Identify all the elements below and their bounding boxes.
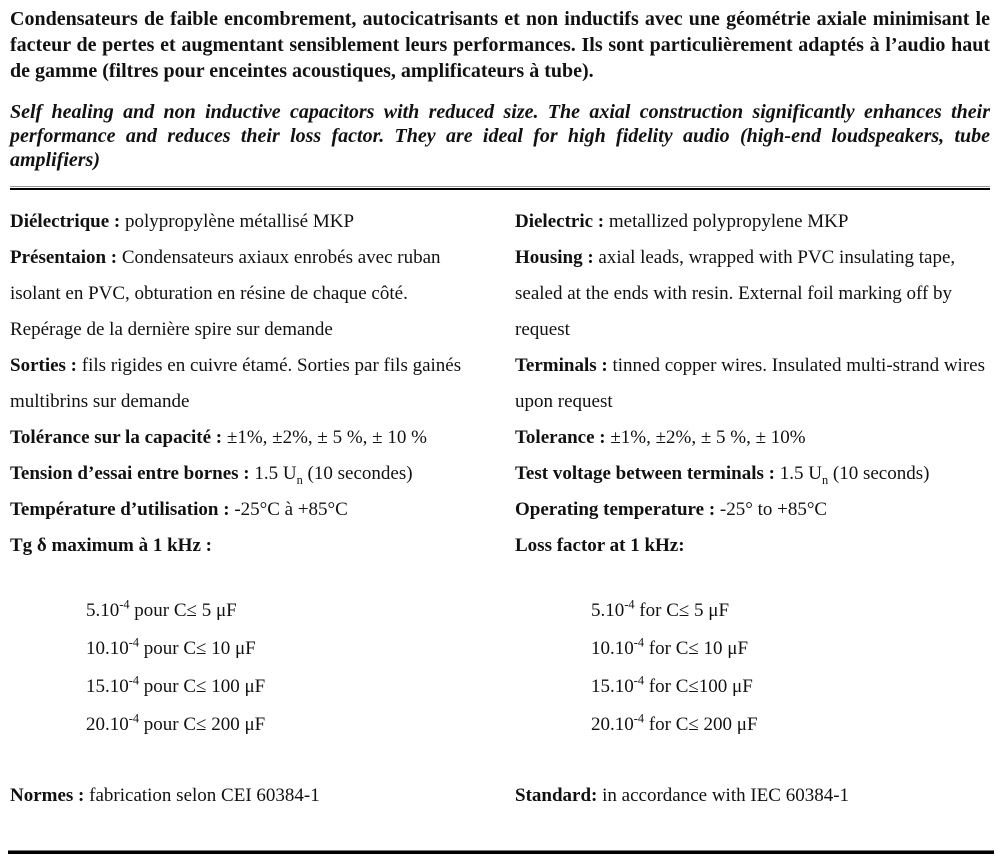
loss-condition: pour C≤ 100 μF bbox=[139, 676, 266, 697]
spec-loss-heading-en bbox=[515, 528, 990, 564]
spec-dielectrique bbox=[10, 204, 465, 240]
loss-coef: 5.10 bbox=[86, 600, 120, 621]
spec-value: ±1%, ±2%, ± 5 %, ± 10 % bbox=[222, 427, 427, 448]
superscript-exp: -4 bbox=[624, 597, 635, 612]
spec-value: -25°C à +85°C bbox=[229, 499, 348, 520]
superscript-exp: -4 bbox=[633, 673, 645, 688]
spec-tolerance-en bbox=[515, 420, 990, 456]
spec-label: Tolérance sur la capacité : bbox=[10, 427, 223, 448]
intro-paragraph-french: Condensateurs de faible encombrement, autocicatrisants et non inductifs avec une géométrie axiale minimisant le facteur de pertes et augmentant sensiblement leurs performances. Ils sont particulièrement adaptés à l’audio haut de gamme (filtres pour enceintes acoustiques, amplificateurs à tube). bbox=[10, 8, 990, 82]
spec-label: Terminals : bbox=[515, 355, 608, 376]
superscript-exp: -4 bbox=[119, 597, 130, 612]
spec-value: tinned copper wires. Insulated multi-strand wires upon request bbox=[515, 355, 985, 412]
spec-terminals bbox=[515, 348, 990, 420]
loss-item bbox=[86, 668, 465, 706]
spec-label: Dielectric : bbox=[515, 211, 605, 232]
spec-column-french bbox=[10, 204, 465, 814]
spec-tolerance-fr bbox=[10, 420, 465, 456]
spec-loss-heading-fr bbox=[10, 528, 465, 564]
bottom-border-rule bbox=[8, 850, 994, 854]
spec-tension-essai bbox=[10, 456, 465, 492]
spec-value: ±1%, ±2%, ± 5 %, ± 10% bbox=[605, 427, 806, 448]
superscript-exp: -4 bbox=[128, 711, 140, 726]
spec-dielectric bbox=[515, 204, 990, 240]
spec-label: Normes : bbox=[10, 785, 85, 806]
spec-temperature-fr bbox=[10, 492, 465, 528]
subscript-n: n bbox=[296, 472, 303, 487]
spec-label: Sorties : bbox=[10, 355, 78, 376]
spec-value: 1.5 U bbox=[249, 463, 297, 484]
spec-label: Présentaion : bbox=[10, 247, 118, 268]
spec-value: (10 secondes) bbox=[302, 463, 413, 484]
spec-value: fils rigides en cuivre étamé. Sorties par fils gainés multibrins sur demande bbox=[10, 355, 462, 412]
superscript-exp: -4 bbox=[633, 635, 645, 650]
loss-condition: pour C≤ 200 μF bbox=[139, 714, 266, 735]
loss-coef: 15.10 bbox=[86, 676, 129, 697]
loss-item bbox=[591, 592, 990, 630]
spec-value: 1.5 U bbox=[774, 463, 822, 484]
loss-condition: for C≤ 10 μF bbox=[644, 638, 749, 659]
spec-presentaion bbox=[10, 240, 465, 348]
loss-item bbox=[591, 706, 990, 744]
superscript-exp: -4 bbox=[128, 673, 140, 688]
loss-item bbox=[86, 706, 465, 744]
subscript-n: n bbox=[821, 472, 829, 487]
section-divider-rule bbox=[10, 186, 990, 190]
spec-value: polypropylène métallisé MKP bbox=[120, 211, 355, 232]
spec-label: Tg δ maximum à 1 kHz : bbox=[10, 535, 212, 556]
loss-coef: 15.10 bbox=[591, 676, 634, 697]
spec-label: Tolerance : bbox=[515, 427, 606, 448]
spec-label: Loss factor at 1 kHz: bbox=[515, 535, 685, 556]
spec-columns bbox=[10, 204, 990, 814]
spec-value: metallized polypropylene MKP bbox=[604, 211, 849, 232]
spec-label: Diélectrique : bbox=[10, 211, 121, 232]
loss-coef: 10.10 bbox=[591, 638, 634, 659]
spec-label: Test voltage between terminals : bbox=[515, 463, 775, 484]
spec-sorties bbox=[10, 348, 465, 420]
spec-label: Standard: bbox=[515, 785, 598, 806]
spec-label: Housing : bbox=[515, 247, 594, 268]
spec-normes bbox=[10, 778, 465, 814]
loss-item bbox=[86, 592, 465, 630]
loss-factor-list-french bbox=[10, 592, 465, 744]
spec-label: Operating temperature : bbox=[515, 499, 716, 520]
spec-value: -25° to +85°C bbox=[715, 499, 828, 520]
loss-factor-list-english bbox=[515, 592, 990, 744]
spec-column-english bbox=[515, 204, 990, 814]
spec-value: fabrication selon CEI 60384-1 bbox=[84, 785, 320, 806]
intro-paragraph-english: Self healing and non inductive capacitors with reduced size. The axial construction significantly enhances their performance and reduces their loss factor. They are ideal for high fidelity audio (high-end loudspeakers, tube amplifiers) bbox=[10, 101, 990, 171]
loss-item bbox=[591, 668, 990, 706]
loss-coef: 20.10 bbox=[86, 714, 129, 735]
loss-condition: for C≤ 5 μF bbox=[634, 600, 730, 621]
spec-standard bbox=[515, 778, 990, 814]
spec-label: Température d’utilisation : bbox=[10, 499, 230, 520]
loss-coef: 10.10 bbox=[86, 638, 129, 659]
spec-value: in accordance with IEC 60384-1 bbox=[597, 785, 850, 806]
loss-condition: for C≤100 μF bbox=[644, 676, 753, 697]
spec-value: Condensateurs axiaux enrobés avec ruban isolant en PVC, obturation en résine de chaque côté. Repérage de la dernière spire sur demande bbox=[10, 247, 441, 340]
spec-value: axial leads, wrapped with PVC insulating tape, sealed at the ends with resin. External foil marking off by request bbox=[515, 247, 956, 340]
loss-condition: pour C≤ 5 μF bbox=[129, 600, 237, 621]
loss-item bbox=[591, 630, 990, 668]
superscript-exp: -4 bbox=[128, 635, 140, 650]
spec-operating-temperature bbox=[515, 492, 990, 528]
spec-label: Tension d’essai entre bornes : bbox=[10, 463, 250, 484]
loss-condition: pour C≤ 10 μF bbox=[139, 638, 256, 659]
loss-coef: 20.10 bbox=[591, 714, 634, 735]
loss-item bbox=[86, 630, 465, 668]
spec-housing bbox=[515, 240, 990, 348]
loss-coef: 5.10 bbox=[591, 600, 625, 621]
superscript-exp: -4 bbox=[633, 711, 645, 726]
spec-value: (10 seconds) bbox=[828, 463, 930, 484]
spec-test-voltage bbox=[515, 456, 990, 492]
loss-condition: for C≤ 200 μF bbox=[644, 714, 758, 735]
